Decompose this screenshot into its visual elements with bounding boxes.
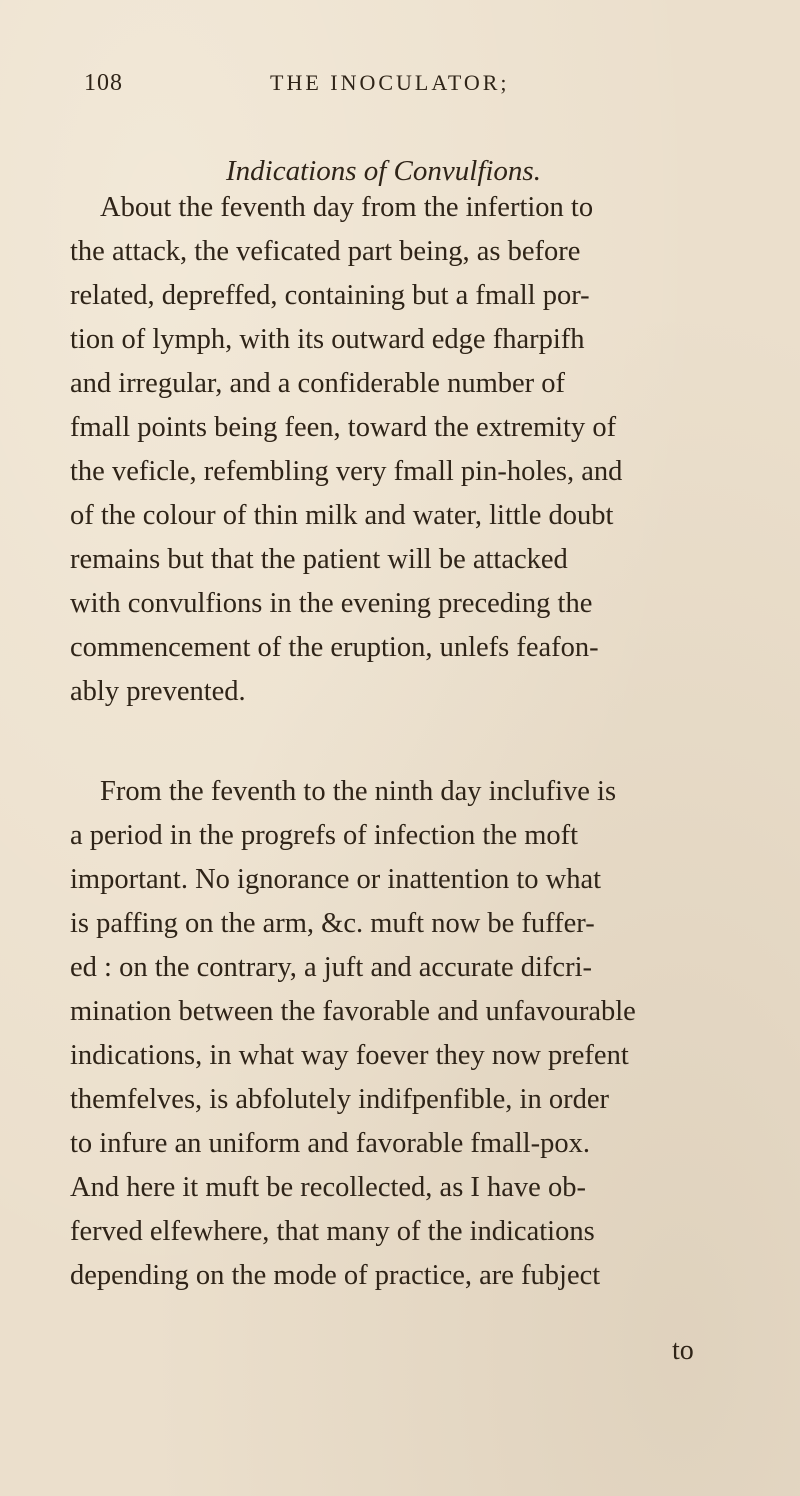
text-line: ed : on the contrary, a juft and accurate difcri- bbox=[70, 952, 592, 983]
running-title: THE INOCULATOR; bbox=[270, 70, 510, 95]
text-line: a period in the progrefs of infection the moft bbox=[70, 820, 579, 851]
text-line: mination between the favorable and unfavourable bbox=[70, 996, 636, 1027]
text-line: indications, in what way foever they now prefent bbox=[70, 1040, 629, 1071]
text-line: and irregular, and a confiderable number of bbox=[70, 368, 566, 399]
text-line: related, depreffed, containing but a fmall por- bbox=[70, 280, 590, 311]
text-line: with convulfions in the evening preceding the bbox=[70, 588, 593, 619]
page-number: 108 bbox=[84, 70, 123, 96]
text-line: From the feventh to the ninth day inclufive is bbox=[100, 776, 617, 807]
text-line: is paffing on the arm, &c. muft now be fuffer- bbox=[70, 908, 595, 939]
text-line: of the colour of thin milk and water, little doubt bbox=[70, 500, 614, 531]
text-line: And here it muft be recollected, as I have ob- bbox=[70, 1172, 586, 1203]
text-line: the attack, the veficated part being, as before bbox=[70, 236, 581, 267]
text-line: depending on the mode of practice, are fubject bbox=[70, 1260, 601, 1291]
text-line: fmall points being feen, toward the extremity of bbox=[70, 412, 617, 443]
running-head bbox=[84, 70, 734, 100]
text-line: tion of lymph, with its outward edge fharpifh bbox=[70, 324, 585, 355]
text-line: ably prevented. bbox=[70, 676, 246, 707]
text-line: remains but that the patient will be attacked bbox=[70, 544, 568, 575]
text-line: important. No ignorance or inattention to what bbox=[70, 864, 602, 895]
text-line: commencement of the eruption, unlefs feafon- bbox=[70, 632, 599, 663]
catchword: to bbox=[672, 1335, 694, 1366]
section-heading: Indications of Convulfions. bbox=[226, 155, 541, 187]
text-line: About the feventh day from the infertion to bbox=[100, 192, 594, 223]
text-line: themfelves, is abfolutely indifpenfible, in order bbox=[70, 1084, 609, 1115]
text-line: to infure an uniform and favorable fmall-pox. bbox=[70, 1128, 590, 1159]
text-line: ferved elfewhere, that many of the indications bbox=[70, 1216, 595, 1247]
text-line: the veficle, refembling very fmall pin-holes, and bbox=[70, 456, 623, 487]
